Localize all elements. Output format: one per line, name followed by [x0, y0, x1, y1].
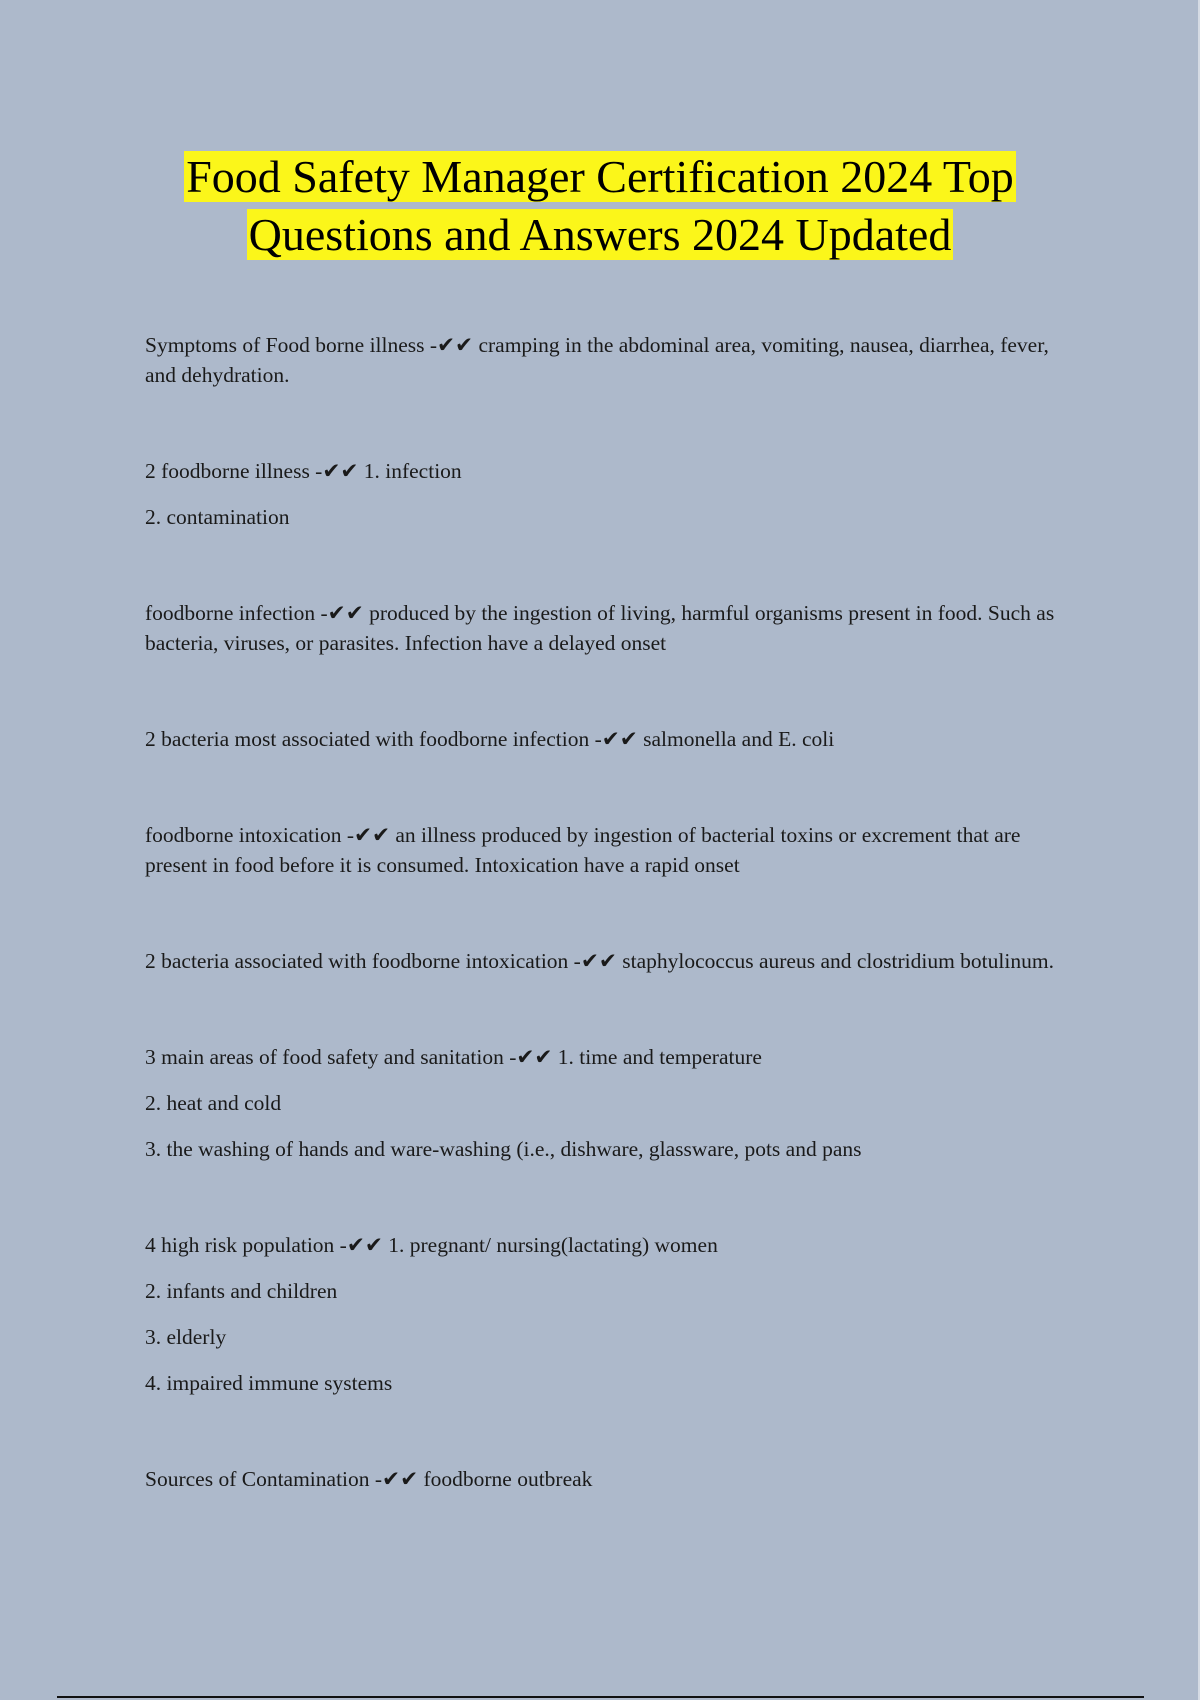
- qa-text: 2 bacteria most associated with foodborne infection -✔✔ salmonella and E. coli: [145, 727, 835, 751]
- title-line-1: Food Safety Manager Certification 2024 Top: [186, 151, 1014, 202]
- qa-item: [145, 1042, 1070, 1164]
- page-bottom-rule: [57, 1696, 1144, 1698]
- title-line-2: Questions and Answers 2024 Updated: [248, 209, 952, 260]
- qa-item: [145, 1230, 1070, 1398]
- qa-text: foodborne intoxication -✔✔ an illness produced by ingestion of bacterial toxins or excrement that are present in food before it is consumed. Intoxication have a rapid onset: [145, 823, 1021, 877]
- qa-item: [145, 946, 1070, 976]
- qa-text: 4 high risk population -✔✔ 1. pregnant/ nursing(lactating) women: [145, 1233, 718, 1257]
- qa-item: [145, 724, 1070, 754]
- qa-item: [145, 598, 1070, 658]
- document-title: [0, 148, 1200, 264]
- qa-list-line: 2. heat and cold: [145, 1091, 282, 1115]
- qa-list-line: 2. contamination: [145, 505, 290, 529]
- qa-text: Sources of Contamination -✔✔ foodborne outbreak: [145, 1467, 593, 1491]
- qa-text: 3 main areas of food safety and sanitation -✔✔ 1. time and temperature: [145, 1045, 762, 1069]
- qa-text: Symptoms of Food borne illness -✔✔ cramping in the abdominal area, vomiting, nausea, diarrhea, fever, and dehydration.: [145, 333, 1049, 387]
- qa-text: 2 bacteria associated with foodborne intoxication -✔✔ staphylococcus aureus and clostridium botulinum.: [145, 949, 1054, 973]
- qa-text: 2 foodborne illness -✔✔ 1. infection: [145, 459, 462, 483]
- qa-list-line: 4. impaired immune systems: [145, 1371, 393, 1395]
- qa-item: [145, 456, 1070, 532]
- qa-list-line: 3. the washing of hands and ware-washing (i.e., dishware, glassware, pots and pans: [145, 1137, 862, 1161]
- qa-list: [145, 330, 1070, 1560]
- qa-list-line: 3. elderly: [145, 1325, 227, 1349]
- qa-item: [145, 820, 1070, 880]
- qa-item: [145, 1464, 1070, 1494]
- qa-item: [145, 330, 1070, 390]
- qa-text: foodborne infection -✔✔ produced by the ingestion of living, harmful organisms present in food. Such as bacteria, viruses, or parasites. Infection have a delayed onset: [145, 601, 1055, 655]
- qa-list-line: 2. infants and children: [145, 1279, 338, 1303]
